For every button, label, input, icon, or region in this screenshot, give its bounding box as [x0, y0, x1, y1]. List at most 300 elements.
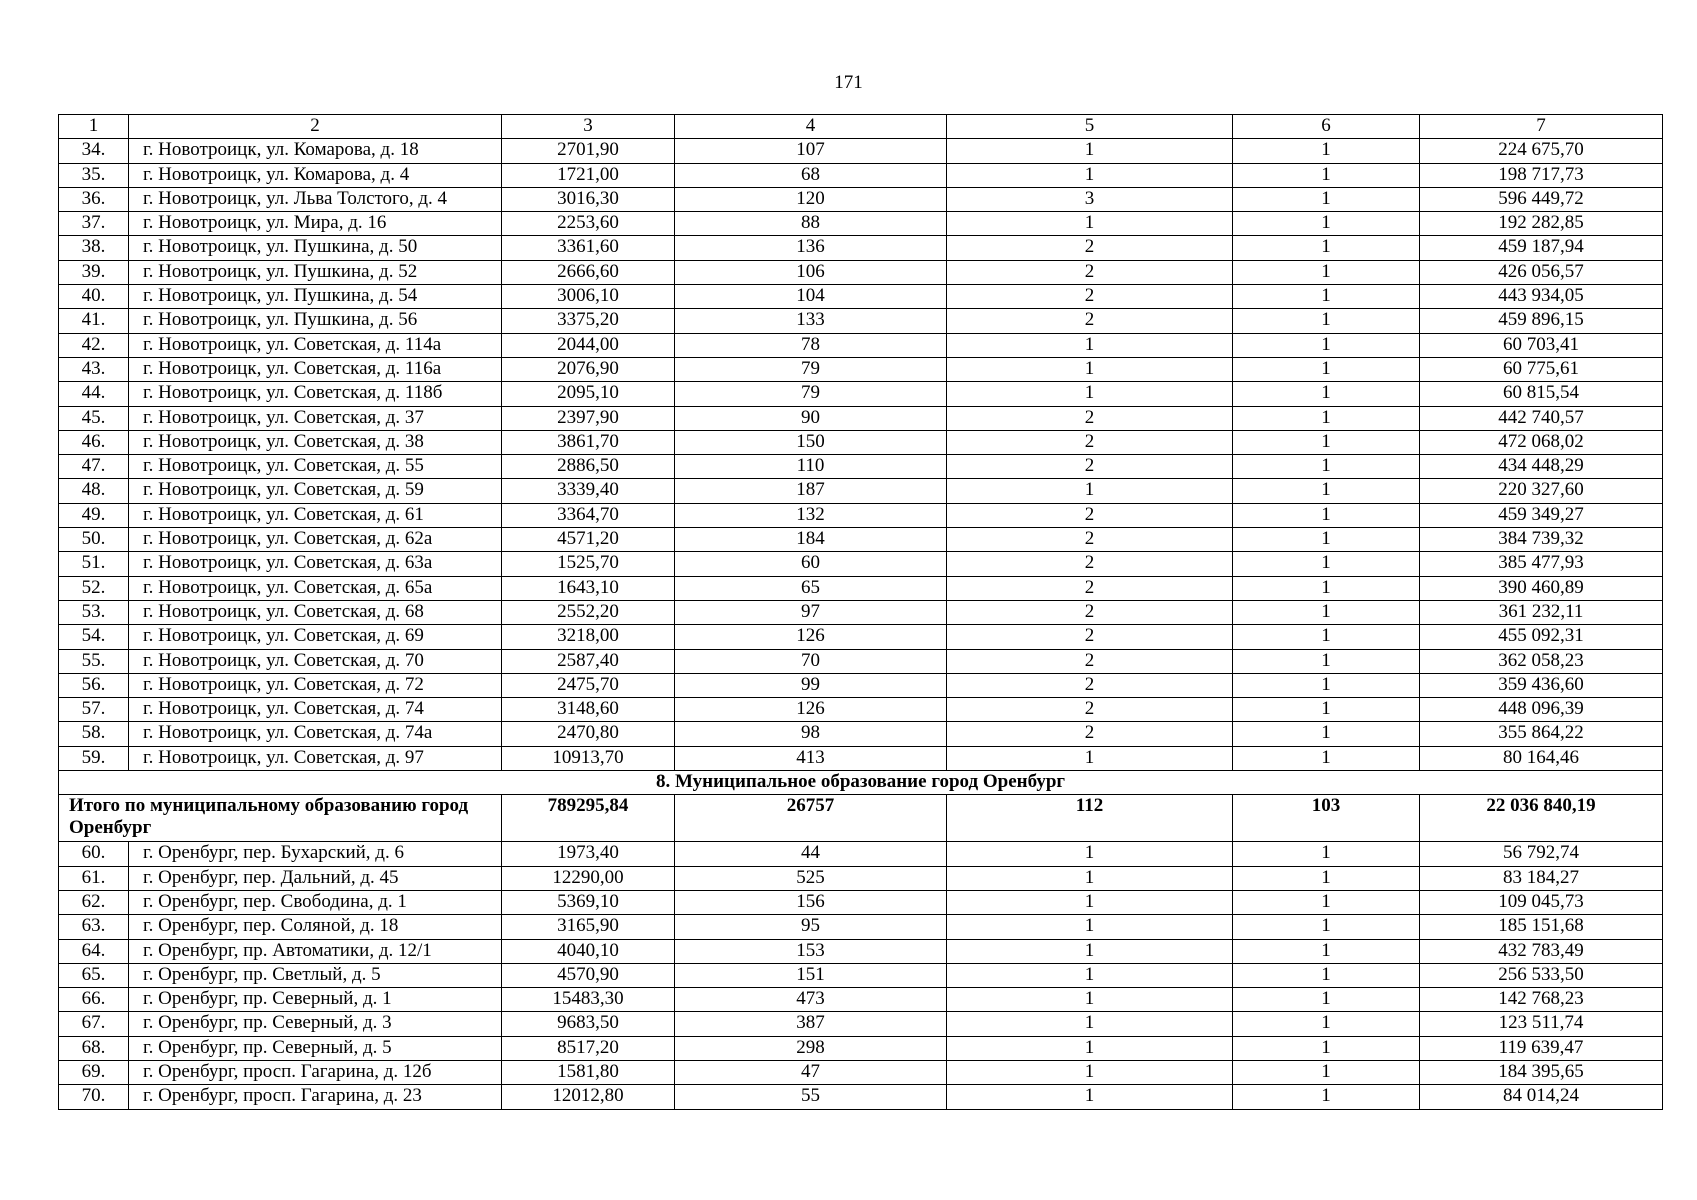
- col5-value: 1: [947, 866, 1233, 890]
- address: г. Оренбург, пр. Автоматики, д. 12/1: [129, 939, 502, 963]
- col6-value: 1: [1233, 382, 1420, 406]
- col6-value: 1: [1233, 503, 1420, 527]
- residents: 79: [675, 382, 947, 406]
- area: 15483,30: [502, 988, 675, 1012]
- cost: 390 460,89: [1420, 576, 1663, 600]
- area: 3375,20: [502, 309, 675, 333]
- col5-value: 2: [947, 552, 1233, 576]
- cost: 432 783,49: [1420, 939, 1663, 963]
- area: 2397,90: [502, 406, 675, 430]
- residents: 107: [675, 139, 947, 163]
- address: г. Оренбург, пер. Бухарский, д. 6: [129, 842, 502, 866]
- area: 2076,90: [502, 357, 675, 381]
- residents: 153: [675, 939, 947, 963]
- cost: 198 717,73: [1420, 163, 1663, 187]
- col6-value: 1: [1233, 1060, 1420, 1084]
- address: г. Новотроицк, ул. Комарова, д. 4: [129, 163, 502, 187]
- row-number: 69.: [59, 1060, 129, 1084]
- col6-value: 1: [1233, 212, 1420, 236]
- total-area: 789295,84: [502, 795, 675, 842]
- col5-value: 1: [947, 1060, 1233, 1084]
- table-row: [59, 430, 1663, 454]
- row-number: 37.: [59, 212, 129, 236]
- residents: 126: [675, 698, 947, 722]
- area: 2470,80: [502, 722, 675, 746]
- residents: 104: [675, 285, 947, 309]
- section-heading-row: [59, 771, 1663, 795]
- col5-value: 2: [947, 528, 1233, 552]
- table-row: [59, 890, 1663, 914]
- table-row: [59, 698, 1663, 722]
- col6-value: 1: [1233, 1036, 1420, 1060]
- column-number: 7: [1420, 115, 1663, 139]
- total-col6: 103: [1233, 795, 1420, 842]
- address: г. Новотроицк, ул. Советская, д. 118б: [129, 382, 502, 406]
- col5-value: 1: [947, 357, 1233, 381]
- address: г. Оренбург, пер. Свободина, д. 1: [129, 890, 502, 914]
- col5-value: 1: [947, 963, 1233, 987]
- area: 1973,40: [502, 842, 675, 866]
- cost: 84 014,24: [1420, 1085, 1663, 1109]
- address: г. Оренбург, пр. Светлый, д. 5: [129, 963, 502, 987]
- area: 2095,10: [502, 382, 675, 406]
- col5-value: 2: [947, 236, 1233, 260]
- col6-value: 1: [1233, 1085, 1420, 1109]
- cost: 472 068,02: [1420, 430, 1663, 454]
- row-number: 41.: [59, 309, 129, 333]
- column-number: 3: [502, 115, 675, 139]
- table-row: [59, 406, 1663, 430]
- col5-value: 2: [947, 455, 1233, 479]
- address: г. Новотроицк, ул. Мира, д. 16: [129, 212, 502, 236]
- col6-value: 1: [1233, 1012, 1420, 1036]
- table-row: [59, 1036, 1663, 1060]
- residents: 70: [675, 649, 947, 673]
- col6-value: 1: [1233, 722, 1420, 746]
- address: г. Новотроицк, ул. Пушкина, д. 50: [129, 236, 502, 260]
- col5-value: 1: [947, 890, 1233, 914]
- row-number: 45.: [59, 406, 129, 430]
- page-number: 171: [834, 72, 863, 93]
- col5-value: 2: [947, 722, 1233, 746]
- cost: 359 436,60: [1420, 673, 1663, 697]
- cost: 448 096,39: [1420, 698, 1663, 722]
- area: 1525,70: [502, 552, 675, 576]
- cost: 442 740,57: [1420, 406, 1663, 430]
- col6-value: 1: [1233, 866, 1420, 890]
- address: г. Новотроицк, ул. Пушкина, д. 52: [129, 260, 502, 284]
- row-number: 70.: [59, 1085, 129, 1109]
- address: г. Новотроицк, ул. Советская, д. 70: [129, 649, 502, 673]
- table-row: [59, 333, 1663, 357]
- area: 4571,20: [502, 528, 675, 552]
- address: г. Новотроицк, ул. Советская, д. 74а: [129, 722, 502, 746]
- cost: 455 092,31: [1420, 625, 1663, 649]
- col6-value: 1: [1233, 890, 1420, 914]
- col6-value: 1: [1233, 187, 1420, 211]
- address: г. Новотроицк, ул. Советская, д. 37: [129, 406, 502, 430]
- col5-value: 2: [947, 625, 1233, 649]
- area: 5369,10: [502, 890, 675, 914]
- area: 2552,20: [502, 600, 675, 624]
- table-row: [59, 503, 1663, 527]
- col5-value: 1: [947, 915, 1233, 939]
- table-row: [59, 963, 1663, 987]
- area: 3218,00: [502, 625, 675, 649]
- row-number: 61.: [59, 866, 129, 890]
- address: г. Оренбург, пер. Соляной, д. 18: [129, 915, 502, 939]
- table-row: [59, 625, 1663, 649]
- residents: 120: [675, 187, 947, 211]
- address: г. Новотроицк, ул. Советская, д. 72: [129, 673, 502, 697]
- column-number: 5: [947, 115, 1233, 139]
- area: 3016,30: [502, 187, 675, 211]
- address: г. Оренбург, пр. Северный, д. 3: [129, 1012, 502, 1036]
- residents: 473: [675, 988, 947, 1012]
- area: 4570,90: [502, 963, 675, 987]
- row-number: 47.: [59, 455, 129, 479]
- cost: 83 184,27: [1420, 866, 1663, 890]
- area: 3861,70: [502, 430, 675, 454]
- cost: 142 768,23: [1420, 988, 1663, 1012]
- table-row: [59, 866, 1663, 890]
- address: г. Новотроицк, ул. Советская, д. 68: [129, 600, 502, 624]
- col5-value: 1: [947, 1085, 1233, 1109]
- col5-value: 2: [947, 430, 1233, 454]
- residents: 98: [675, 722, 947, 746]
- cost: 123 511,74: [1420, 1012, 1663, 1036]
- residents: 136: [675, 236, 947, 260]
- table-row: [59, 722, 1663, 746]
- table-row: [59, 163, 1663, 187]
- area: 2886,50: [502, 455, 675, 479]
- residents: 133: [675, 309, 947, 333]
- cost: 256 533,50: [1420, 963, 1663, 987]
- col5-value: 2: [947, 309, 1233, 333]
- cost: 443 934,05: [1420, 285, 1663, 309]
- cost: 60 815,54: [1420, 382, 1663, 406]
- address: г. Новотроицк, ул. Советская, д. 97: [129, 746, 502, 770]
- col5-value: 2: [947, 673, 1233, 697]
- area: 3148,60: [502, 698, 675, 722]
- table-row: [59, 285, 1663, 309]
- row-number: 67.: [59, 1012, 129, 1036]
- col5-value: 1: [947, 1012, 1233, 1036]
- residents: 99: [675, 673, 947, 697]
- address: г. Новотроицк, ул. Пушкина, д. 56: [129, 309, 502, 333]
- col6-value: 1: [1233, 139, 1420, 163]
- address: г. Новотроицк, ул. Советская, д. 116а: [129, 357, 502, 381]
- col5-value: 2: [947, 503, 1233, 527]
- table-row: [59, 212, 1663, 236]
- row-number: 46.: [59, 430, 129, 454]
- table-row: [59, 746, 1663, 770]
- row-number: 48.: [59, 479, 129, 503]
- address: г. Оренбург, пер. Дальний, д. 45: [129, 866, 502, 890]
- area: 10913,70: [502, 746, 675, 770]
- residents: 78: [675, 333, 947, 357]
- col5-value: 1: [947, 163, 1233, 187]
- col5-value: 2: [947, 285, 1233, 309]
- residents: 151: [675, 963, 947, 987]
- table-row: [59, 600, 1663, 624]
- residents: 106: [675, 260, 947, 284]
- row-number: 59.: [59, 746, 129, 770]
- row-number: 56.: [59, 673, 129, 697]
- row-number: 36.: [59, 187, 129, 211]
- table-row: [59, 139, 1663, 163]
- row-number: 38.: [59, 236, 129, 260]
- cost: 224 675,70: [1420, 139, 1663, 163]
- row-number: 42.: [59, 333, 129, 357]
- row-number: 58.: [59, 722, 129, 746]
- residents: 525: [675, 866, 947, 890]
- col5-value: 1: [947, 382, 1233, 406]
- row-number: 35.: [59, 163, 129, 187]
- row-number: 49.: [59, 503, 129, 527]
- row-number: 43.: [59, 357, 129, 381]
- area: 3165,90: [502, 915, 675, 939]
- address: г. Новотроицк, ул. Пушкина, д. 54: [129, 285, 502, 309]
- total-residents: 26757: [675, 795, 947, 842]
- cost: 60 775,61: [1420, 357, 1663, 381]
- col6-value: 1: [1233, 649, 1420, 673]
- row-number: 54.: [59, 625, 129, 649]
- row-number: 65.: [59, 963, 129, 987]
- cost: 185 151,68: [1420, 915, 1663, 939]
- residents: 184: [675, 528, 947, 552]
- column-number: 2: [129, 115, 502, 139]
- table-row: [59, 673, 1663, 697]
- area: 9683,50: [502, 1012, 675, 1036]
- table-row: [59, 842, 1663, 866]
- cost: 426 056,57: [1420, 260, 1663, 284]
- residents: 88: [675, 212, 947, 236]
- area: 4040,10: [502, 939, 675, 963]
- total-row: [59, 795, 1663, 842]
- table-row: [59, 187, 1663, 211]
- cost: 60 703,41: [1420, 333, 1663, 357]
- col5-value: 1: [947, 139, 1233, 163]
- address: г. Новотроицк, ул. Советская, д. 65а: [129, 576, 502, 600]
- residents: 55: [675, 1085, 947, 1109]
- residents: 90: [675, 406, 947, 430]
- area: 3006,10: [502, 285, 675, 309]
- col6-value: 1: [1233, 430, 1420, 454]
- cost: 361 232,11: [1420, 600, 1663, 624]
- address: г. Новотроицк, ул. Советская, д. 63а: [129, 552, 502, 576]
- col5-value: 2: [947, 698, 1233, 722]
- residents: 187: [675, 479, 947, 503]
- address: г. Новотроицк, ул. Советская, д. 59: [129, 479, 502, 503]
- col6-value: 1: [1233, 357, 1420, 381]
- area: 1721,00: [502, 163, 675, 187]
- col6-value: 1: [1233, 673, 1420, 697]
- area: 2253,60: [502, 212, 675, 236]
- table-row: [59, 576, 1663, 600]
- row-number: 39.: [59, 260, 129, 284]
- row-number: 52.: [59, 576, 129, 600]
- column-number: 6: [1233, 115, 1420, 139]
- col5-value: 2: [947, 600, 1233, 624]
- row-number: 40.: [59, 285, 129, 309]
- col6-value: 1: [1233, 163, 1420, 187]
- col5-value: 1: [947, 212, 1233, 236]
- column-number: 1: [59, 115, 129, 139]
- residents: 413: [675, 746, 947, 770]
- col6-value: 1: [1233, 455, 1420, 479]
- col5-value: 1: [947, 1036, 1233, 1060]
- col5-value: 3: [947, 187, 1233, 211]
- col6-value: 1: [1233, 576, 1420, 600]
- address: г. Новотроицк, ул. Советская, д. 61: [129, 503, 502, 527]
- cost: 459 349,27: [1420, 503, 1663, 527]
- col5-value: 1: [947, 746, 1233, 770]
- table-body: [59, 115, 1663, 1110]
- table-row: [59, 479, 1663, 503]
- area: 12012,80: [502, 1085, 675, 1109]
- col6-value: 1: [1233, 988, 1420, 1012]
- col5-value: 1: [947, 842, 1233, 866]
- address: г. Новотроицк, ул. Советская, д. 69: [129, 625, 502, 649]
- row-number: 34.: [59, 139, 129, 163]
- table-row: [59, 528, 1663, 552]
- col6-value: 1: [1233, 260, 1420, 284]
- table-row: [59, 1012, 1663, 1036]
- table-row: [59, 988, 1663, 1012]
- row-number: 57.: [59, 698, 129, 722]
- row-number: 62.: [59, 890, 129, 914]
- col6-value: 1: [1233, 963, 1420, 987]
- cost: 184 395,65: [1420, 1060, 1663, 1084]
- residents: 44: [675, 842, 947, 866]
- col6-value: 1: [1233, 698, 1420, 722]
- area: 2666,60: [502, 260, 675, 284]
- address: г. Новотроицк, ул. Советская, д. 74: [129, 698, 502, 722]
- table-row: [59, 309, 1663, 333]
- cost: 192 282,85: [1420, 212, 1663, 236]
- area: 1643,10: [502, 576, 675, 600]
- residents: 95: [675, 915, 947, 939]
- residents: 60: [675, 552, 947, 576]
- residents: 97: [675, 600, 947, 624]
- table-row: [59, 260, 1663, 284]
- residents: 68: [675, 163, 947, 187]
- col6-value: 1: [1233, 309, 1420, 333]
- table-row: [59, 455, 1663, 479]
- residents: 387: [675, 1012, 947, 1036]
- table-row: [59, 236, 1663, 260]
- col5-value: 2: [947, 406, 1233, 430]
- cost: 459 896,15: [1420, 309, 1663, 333]
- column-number-row: [59, 115, 1663, 139]
- address: г. Оренбург, просп. Гагарина, д. 12б: [129, 1060, 502, 1084]
- cost: 80 164,46: [1420, 746, 1663, 770]
- total-cost: 22 036 840,19: [1420, 795, 1663, 842]
- registry-table: [58, 114, 1663, 1110]
- address: г. Новотроицк, ул. Советская, д. 62а: [129, 528, 502, 552]
- section-heading: 8. Муниципальное образование город Оренбург: [59, 771, 1663, 795]
- address: г. Новотроицк, ул. Льва Толстого, д. 4: [129, 187, 502, 211]
- row-number: 50.: [59, 528, 129, 552]
- col5-value: 2: [947, 649, 1233, 673]
- col6-value: 1: [1233, 600, 1420, 624]
- col5-value: 1: [947, 479, 1233, 503]
- cost: 459 187,94: [1420, 236, 1663, 260]
- area: 2475,70: [502, 673, 675, 697]
- residents: 110: [675, 455, 947, 479]
- address: г. Новотроицк, ул. Советская, д. 55: [129, 455, 502, 479]
- col6-value: 1: [1233, 915, 1420, 939]
- col5-value: 2: [947, 576, 1233, 600]
- residents: 156: [675, 890, 947, 914]
- area: 8517,20: [502, 1036, 675, 1060]
- col6-value: 1: [1233, 236, 1420, 260]
- area: 1581,80: [502, 1060, 675, 1084]
- residents: 65: [675, 576, 947, 600]
- col6-value: 1: [1233, 625, 1420, 649]
- table-row: [59, 649, 1663, 673]
- row-number: 53.: [59, 600, 129, 624]
- cost: 384 739,32: [1420, 528, 1663, 552]
- cost: 56 792,74: [1420, 842, 1663, 866]
- table-row: [59, 939, 1663, 963]
- col6-value: 1: [1233, 552, 1420, 576]
- table-row: [59, 1085, 1663, 1109]
- area: 2044,00: [502, 333, 675, 357]
- column-number: 4: [675, 115, 947, 139]
- cost: 434 448,29: [1420, 455, 1663, 479]
- cost: 119 639,47: [1420, 1036, 1663, 1060]
- table-row: [59, 1060, 1663, 1084]
- table-row: [59, 552, 1663, 576]
- cost: 109 045,73: [1420, 890, 1663, 914]
- address: г. Новотроицк, ул. Советская, д. 38: [129, 430, 502, 454]
- address: г. Новотроицк, ул. Комарова, д. 18: [129, 139, 502, 163]
- address: г. Новотроицк, ул. Советская, д. 114а: [129, 333, 502, 357]
- row-number: 60.: [59, 842, 129, 866]
- area: 3339,40: [502, 479, 675, 503]
- residents: 47: [675, 1060, 947, 1084]
- row-number: 55.: [59, 649, 129, 673]
- residents: 79: [675, 357, 947, 381]
- col6-value: 1: [1233, 333, 1420, 357]
- row-number: 51.: [59, 552, 129, 576]
- residents: 298: [675, 1036, 947, 1060]
- address: г. Оренбург, пр. Северный, д. 5: [129, 1036, 502, 1060]
- cost: 385 477,93: [1420, 552, 1663, 576]
- residents: 150: [675, 430, 947, 454]
- row-number: 64.: [59, 939, 129, 963]
- col6-value: 1: [1233, 842, 1420, 866]
- address: г. Оренбург, пр. Северный, д. 1: [129, 988, 502, 1012]
- table-row: [59, 915, 1663, 939]
- col5-value: 1: [947, 988, 1233, 1012]
- col5-value: 2: [947, 260, 1233, 284]
- table-row: [59, 382, 1663, 406]
- area: 2701,90: [502, 139, 675, 163]
- total-col5: 112: [947, 795, 1233, 842]
- table-row: [59, 357, 1663, 381]
- cost: 220 327,60: [1420, 479, 1663, 503]
- col6-value: 1: [1233, 939, 1420, 963]
- row-number: 68.: [59, 1036, 129, 1060]
- col5-value: 1: [947, 333, 1233, 357]
- col6-value: 1: [1233, 479, 1420, 503]
- total-label: Итого по муниципальному образованию город Оренбург: [59, 795, 502, 842]
- area: 3361,60: [502, 236, 675, 260]
- residents: 126: [675, 625, 947, 649]
